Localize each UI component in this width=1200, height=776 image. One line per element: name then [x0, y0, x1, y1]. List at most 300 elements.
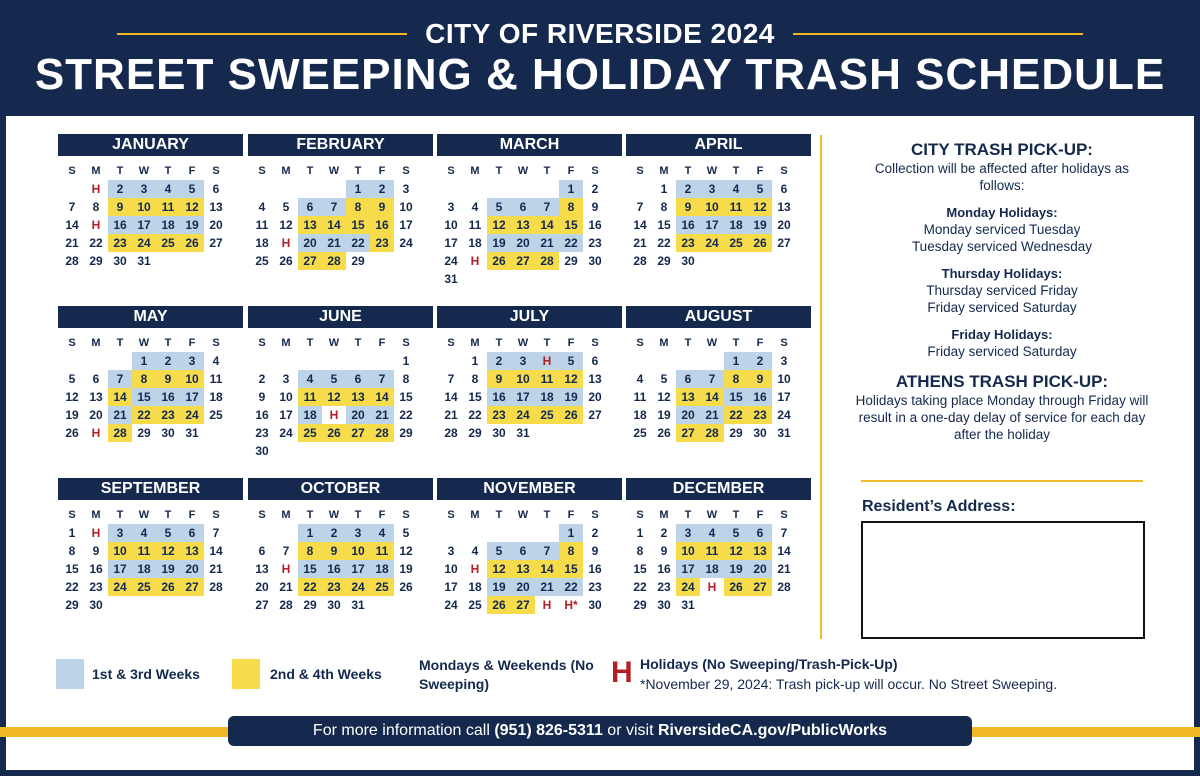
day-cell: 24 [399, 236, 413, 250]
month-february [248, 134, 433, 270]
day-cell: 27 [209, 236, 223, 250]
weekday-header: T [116, 337, 124, 349]
weekday-header: M [91, 165, 101, 177]
day-cell: 4 [700, 524, 724, 542]
day-cell: 28 [633, 254, 647, 268]
friday-line-1: Friday serviced Saturday [927, 344, 1077, 359]
day-cell: 12 [487, 560, 511, 578]
weekday-header: T [306, 509, 314, 521]
day-cell: 12 [279, 218, 293, 232]
day-cell: 2 [258, 372, 266, 386]
day-cell: 10 [511, 370, 535, 388]
day-cell: 15 [724, 388, 748, 406]
day-cell: 4 [212, 354, 220, 368]
empty-day [250, 352, 274, 370]
day-cell: 2 [660, 526, 668, 540]
holiday-day: H [470, 562, 480, 576]
day-cell: 21 [108, 406, 132, 424]
holiday-day: H [281, 562, 291, 576]
day-cell: 1 [660, 182, 668, 196]
month-title: MARCH [437, 134, 622, 156]
day-cell: 29 [137, 426, 151, 440]
day-cell: 8 [68, 544, 76, 558]
month-april [626, 134, 811, 270]
monday-line-2: Tuesday serviced Wednesday [911, 239, 1093, 254]
day-cell: 29 [89, 254, 103, 268]
day-cell: 19 [65, 408, 79, 422]
day-cell: 26 [559, 406, 583, 424]
weekday-header: W [328, 337, 340, 349]
day-cell: 6 [298, 198, 322, 216]
weekday-header: T [495, 337, 503, 349]
day-cell: 15 [559, 560, 583, 578]
day-cell: 28 [370, 424, 394, 442]
holiday-day: H [281, 236, 291, 250]
footer-bar [228, 716, 972, 746]
day-cell: 27 [676, 424, 700, 442]
day-cell: 23 [588, 236, 602, 250]
day-cell: 11 [633, 390, 647, 404]
day-cell: 28 [322, 252, 346, 270]
day-cell: 4 [298, 370, 322, 388]
weekday-header: W [706, 337, 718, 349]
day-cell: 12 [322, 388, 346, 406]
day-cell: 7 [212, 526, 220, 540]
day-cell: 9 [92, 544, 100, 558]
day-cell: 24 [700, 234, 724, 252]
weekday-header: S [402, 165, 410, 177]
day-cell: 16 [748, 388, 772, 406]
day-cell: 30 [255, 444, 269, 458]
day-cell: 31 [137, 254, 151, 268]
empty-day [250, 180, 274, 198]
day-cell: 30 [327, 598, 341, 612]
day-cell: 31 [351, 598, 365, 612]
day-cell: 21 [209, 562, 223, 576]
day-cell: 11 [156, 198, 180, 216]
weekday-header: W [706, 165, 718, 177]
day-cell: 7 [535, 542, 559, 560]
day-cell: 9 [748, 370, 772, 388]
empty-day [298, 352, 322, 370]
weekday-header: W [517, 509, 529, 521]
day-cell: 18 [633, 408, 647, 422]
holiday-day: H [329, 408, 339, 422]
day-cell: 9 [660, 544, 668, 558]
day-cell: 23 [322, 578, 346, 596]
day-cell: 19 [748, 216, 772, 234]
day-cell: 26 [724, 578, 748, 596]
day-cell: 15 [559, 216, 583, 234]
day-cell: 3 [346, 524, 370, 542]
day-cell: 22 [65, 580, 79, 594]
month-days [628, 162, 811, 270]
friday-heading: Friday Holidays: [951, 327, 1053, 342]
weekday-header: F [567, 509, 575, 521]
day-cell: 28 [209, 580, 223, 594]
day-cell: 5 [282, 200, 290, 214]
weekday-header: T [116, 509, 124, 521]
day-cell: 11 [370, 542, 394, 560]
day-cell: 23 [748, 406, 772, 424]
day-cell: 27 [588, 408, 602, 422]
day-cell: 15 [65, 562, 79, 576]
day-cell: 30 [753, 426, 767, 440]
day-cell: 21 [370, 406, 394, 424]
empty-day [274, 352, 298, 370]
day-cell: 7 [322, 198, 346, 216]
empty-day [439, 524, 463, 542]
month-days [250, 506, 433, 614]
day-cell: 5 [724, 524, 748, 542]
day-cell: 11 [132, 542, 156, 560]
day-cell: 18 [156, 216, 180, 234]
day-cell: 1 [402, 354, 410, 368]
day-cell: 18 [209, 390, 223, 404]
month-title: FEBRUARY [248, 134, 433, 156]
empty-day [463, 180, 487, 198]
holiday-day: H [91, 426, 101, 440]
day-cell: 13 [588, 372, 602, 386]
empty-day [439, 352, 463, 370]
day-cell: 31 [444, 272, 458, 286]
day-cell: 16 [322, 560, 346, 578]
weekday-header: T [354, 509, 362, 521]
day-cell: 13 [511, 560, 535, 578]
day-cell: 22 [89, 236, 103, 250]
day-cell: 7 [282, 544, 290, 558]
vertical-divider [820, 135, 822, 639]
weekday-header: W [328, 509, 340, 521]
day-cell: 15 [298, 560, 322, 578]
day-cell: 6 [748, 524, 772, 542]
day-cell: 21 [535, 578, 559, 596]
day-cell: 1 [724, 352, 748, 370]
day-cell: 9 [258, 390, 266, 404]
day-cell: 18 [468, 580, 482, 594]
day-cell: 17 [444, 580, 458, 594]
day-cell: 18 [370, 560, 394, 578]
day-cell: 8 [471, 372, 479, 386]
weekday-header: T [732, 165, 740, 177]
day-cell: 24 [180, 406, 204, 424]
weekday-header: S [447, 337, 455, 349]
day-cell: 27 [180, 578, 204, 596]
weekday-header: W [517, 337, 529, 349]
day-cell: 20 [777, 218, 791, 232]
day-cell: 18 [535, 388, 559, 406]
day-cell: 14 [108, 388, 132, 406]
day-cell: 26 [156, 578, 180, 596]
footer-middle: or visit [602, 722, 658, 739]
day-cell: 8 [559, 542, 583, 560]
day-cell: 8 [132, 370, 156, 388]
day-cell: 6 [212, 182, 220, 196]
day-cell: 18 [298, 406, 322, 424]
weekday-header: S [591, 509, 599, 521]
weekday-header: S [780, 509, 788, 521]
weekday-header: T [306, 337, 314, 349]
legend-holiday-label: Holidays (No Sweeping/Trash-Pick-Up) [640, 656, 898, 672]
day-cell: 25 [370, 578, 394, 596]
header [0, 0, 1200, 116]
weekday-header: T [164, 509, 172, 521]
empty-day [322, 352, 346, 370]
day-cell: 6 [180, 524, 204, 542]
weekday-header: M [659, 337, 669, 349]
weekday-header: S [402, 337, 410, 349]
day-cell: 14 [700, 388, 724, 406]
day-cell: 20 [511, 578, 535, 596]
month-title: JANUARY [58, 134, 243, 156]
weekday-header: T [116, 165, 124, 177]
day-cell: 24 [511, 406, 535, 424]
day-cell: 27 [748, 578, 772, 596]
empty-day [511, 524, 535, 542]
day-cell: 2 [487, 352, 511, 370]
day-cell: 4 [471, 544, 479, 558]
day-cell: 6 [511, 198, 535, 216]
day-cell: 30 [492, 426, 506, 440]
legend-swatch-w13 [56, 659, 84, 689]
day-cell: 29 [351, 254, 365, 268]
holiday-day: H [91, 218, 101, 232]
day-cell: 22 [468, 408, 482, 422]
day-cell: 25 [132, 578, 156, 596]
page-title: STREET SWEEPING & HOLIDAY TRASH SCHEDULE [34, 50, 1166, 99]
day-cell: 15 [468, 390, 482, 404]
info-rule [861, 480, 1143, 482]
month-august [626, 306, 811, 442]
month-title: NOVEMBER [437, 478, 622, 500]
day-cell: 12 [559, 370, 583, 388]
weekday-header: W [328, 165, 340, 177]
footer-prefix: For more information call [312, 722, 495, 739]
day-cell: 2 [591, 182, 599, 196]
day-cell: 14 [209, 544, 223, 558]
day-cell: 12 [156, 542, 180, 560]
day-cell: 25 [535, 406, 559, 424]
day-cell: 2 [591, 526, 599, 540]
day-cell: 4 [471, 200, 479, 214]
day-cell: 14 [444, 390, 458, 404]
day-cell: 21 [444, 408, 458, 422]
day-cell: 23 [255, 426, 269, 440]
weekday-header: T [495, 509, 503, 521]
weekday-header: T [732, 337, 740, 349]
legend-w24-label: 2nd & 4th Weeks [270, 666, 382, 682]
day-cell: 2 [748, 352, 772, 370]
footer-url[interactable]: RiversideCA.gov/PublicWorks [657, 722, 888, 739]
holiday-day: H [707, 580, 717, 594]
day-cell: 7 [700, 370, 724, 388]
day-cell: 7 [108, 370, 132, 388]
day-cell: 9 [676, 198, 700, 216]
weekday-header: F [756, 165, 764, 177]
day-cell: 29 [303, 598, 317, 612]
empty-day [439, 180, 463, 198]
weekday-header: S [780, 165, 788, 177]
day-cell: 8 [346, 198, 370, 216]
day-cell: 17 [676, 560, 700, 578]
day-cell: 9 [591, 544, 599, 558]
day-cell: 29 [65, 598, 79, 612]
day-cell: 3 [700, 180, 724, 198]
day-cell: 17 [777, 390, 791, 404]
day-cell: 18 [700, 560, 724, 578]
weekday-header: M [659, 509, 669, 521]
empty-day [250, 524, 274, 542]
weekday-header: T [306, 165, 314, 177]
day-cell: 25 [255, 254, 269, 268]
day-cell: 9 [322, 542, 346, 560]
weekday-header: W [138, 509, 150, 521]
weekday-header: T [495, 165, 503, 177]
day-cell: 18 [468, 236, 482, 250]
day-cell: 8 [636, 544, 644, 558]
day-cell: 22 [346, 234, 370, 252]
weekday-header: M [281, 165, 291, 177]
thursday-heading: Thursday Holidays: [941, 266, 1063, 281]
weekday-header: W [517, 165, 529, 177]
weekday-header: T [354, 165, 362, 177]
day-cell: 22 [132, 406, 156, 424]
weekday-header: S [636, 165, 644, 177]
empty-day [652, 352, 676, 370]
day-cell: 25 [209, 408, 223, 422]
day-cell: 22 [724, 406, 748, 424]
day-cell: 25 [298, 424, 322, 442]
schedule-panel [6, 116, 1194, 770]
weekday-header: S [402, 509, 410, 521]
weekday-header: F [378, 165, 386, 177]
month-july [437, 306, 622, 442]
day-cell: 7 [447, 372, 455, 386]
day-cell: 4 [724, 180, 748, 198]
empty-day [84, 352, 108, 370]
weekday-header: S [447, 165, 455, 177]
legend-mondays-label: Mondays & Weekends (No Sweeping) [419, 657, 594, 692]
day-cell: 12 [65, 390, 79, 404]
day-cell: 22 [298, 578, 322, 596]
month-days [250, 334, 433, 460]
day-cell: 24 [108, 578, 132, 596]
day-cell: 30 [681, 254, 695, 268]
day-cell: 12 [399, 544, 413, 558]
day-cell: 10 [444, 562, 458, 576]
day-cell: 21 [322, 234, 346, 252]
day-cell: 7 [636, 200, 644, 214]
day-cell: 11 [468, 218, 482, 232]
day-cell: 31 [777, 426, 791, 440]
day-cell: 4 [370, 524, 394, 542]
day-cell: 8 [402, 372, 410, 386]
day-cell: 3 [108, 524, 132, 542]
day-cell: 26 [487, 252, 511, 270]
day-cell: 23 [657, 580, 671, 594]
weekday-header: F [567, 337, 575, 349]
footer-phone[interactable]: (951) 826-5311 [494, 722, 603, 739]
empty-day [322, 180, 346, 198]
day-cell: 11 [298, 388, 322, 406]
day-cell: 10 [108, 542, 132, 560]
monday-heading: Monday Holidays: [946, 205, 1058, 220]
day-cell: 9 [591, 200, 599, 214]
weekday-header: F [188, 337, 196, 349]
day-cell: 26 [657, 426, 671, 440]
day-cell: 5 [487, 198, 511, 216]
day-cell: 27 [346, 424, 370, 442]
day-cell: 12 [487, 216, 511, 234]
day-cell: 16 [588, 562, 602, 576]
day-cell: 26 [180, 234, 204, 252]
weekday-header: S [636, 509, 644, 521]
weekday-header: M [91, 509, 101, 521]
address-box[interactable] [861, 521, 1145, 639]
day-cell: 16 [657, 562, 671, 576]
month-title: APRIL [626, 134, 811, 156]
day-cell: 23 [89, 580, 103, 594]
holiday-day: H [535, 352, 559, 370]
weekday-header: T [164, 165, 172, 177]
day-cell: 17 [346, 560, 370, 578]
day-cell: 26 [322, 424, 346, 442]
month-title: JUNE [248, 306, 433, 328]
holiday-day: H [542, 598, 552, 612]
empty-day [511, 180, 535, 198]
day-cell: 14 [777, 544, 791, 558]
day-cell: 6 [92, 372, 100, 386]
day-cell: 24 [777, 408, 791, 422]
weekday-header: W [138, 337, 150, 349]
day-cell: 13 [346, 388, 370, 406]
subtitle-row [0, 18, 1200, 50]
day-cell: 1 [636, 526, 644, 540]
empty-day [628, 180, 652, 198]
day-cell: 1 [559, 524, 583, 542]
day-cell: 16 [676, 216, 700, 234]
day-cell: 20 [511, 234, 535, 252]
weekday-header: S [212, 337, 220, 349]
day-cell: 20 [255, 580, 269, 594]
day-cell: 31 [516, 426, 530, 440]
day-cell: 11 [535, 370, 559, 388]
day-cell: 3 [282, 372, 290, 386]
weekday-header: F [567, 165, 575, 177]
day-cell: 1 [298, 524, 322, 542]
day-cell: 7 [68, 200, 76, 214]
day-cell: 16 [89, 562, 103, 576]
day-cell: 15 [132, 388, 156, 406]
weekday-header: M [470, 509, 480, 521]
month-days [60, 162, 243, 270]
weekday-header: T [684, 165, 692, 177]
weekday-header: M [91, 337, 101, 349]
holiday-day: H* [564, 598, 578, 612]
day-cell: 9 [156, 370, 180, 388]
weekday-header: S [447, 509, 455, 521]
day-cell: 23 [108, 234, 132, 252]
weekday-header: F [378, 509, 386, 521]
empty-day [535, 524, 559, 542]
day-cell: 17 [444, 236, 458, 250]
day-cell: 26 [487, 596, 511, 614]
day-cell: 14 [370, 388, 394, 406]
day-cell: 3 [511, 352, 535, 370]
day-cell: 14 [322, 216, 346, 234]
day-cell: 17 [132, 216, 156, 234]
day-cell: 6 [591, 354, 599, 368]
